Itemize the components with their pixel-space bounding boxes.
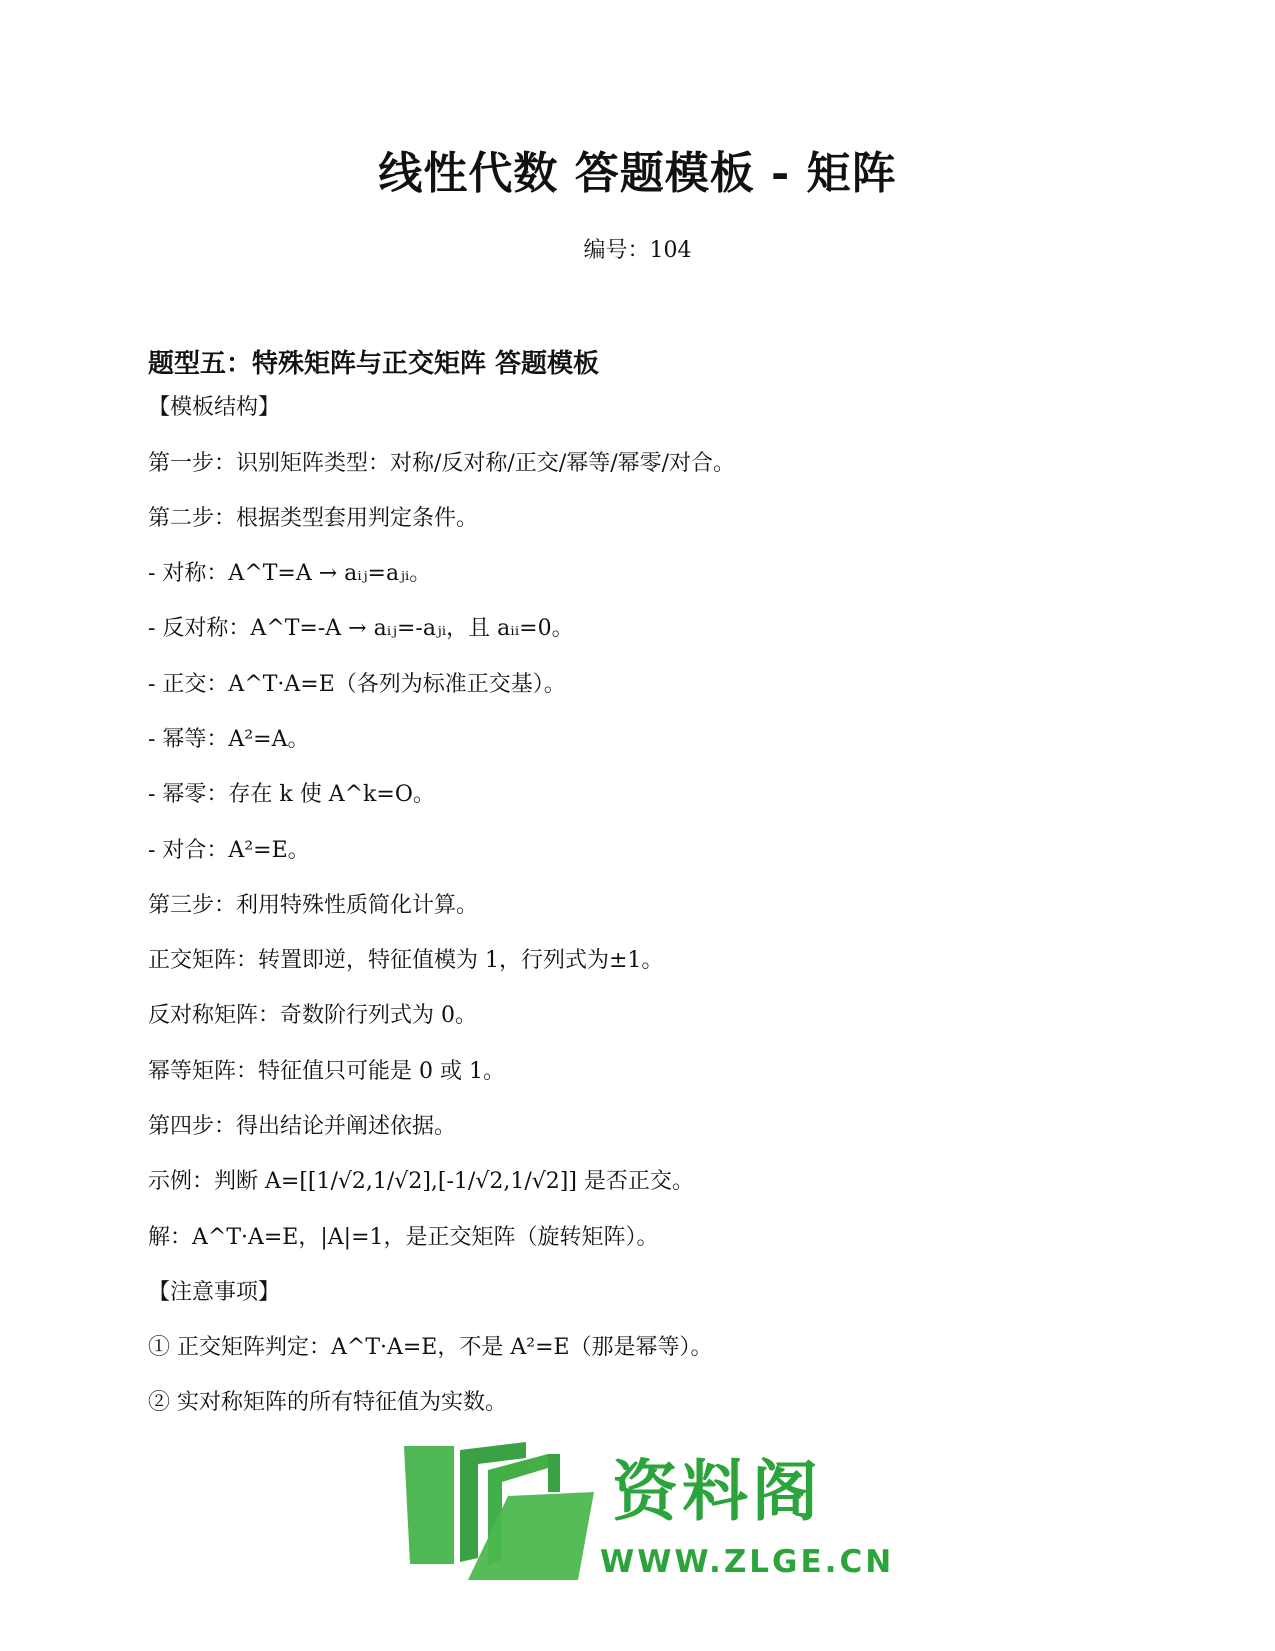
watermark-url: WWW.ZLGE.CN: [600, 1544, 895, 1580]
watermark-name: 资料阁: [612, 1453, 822, 1530]
rule-idempotent: - 幂等：A²=A。: [148, 727, 310, 752]
step-three: 第三步：利用特殊性质简化计算。: [148, 893, 479, 918]
example-solution: 解：A^T·A=E，|A|=1，是正交矩阵（旋转矩阵）。: [148, 1225, 659, 1250]
notes-label: 【注意事项】: [148, 1280, 281, 1305]
rule-nilpotent: - 幂零：存在 k 使 A^k=O。: [148, 782, 435, 807]
step-two: 第二步：根据类型套用判定条件。: [148, 506, 479, 531]
document-code: 编号：104: [583, 238, 692, 263]
note-two: ② 实对称矩阵的所有特征值为实数。: [148, 1390, 507, 1415]
rule-antisymmetric: - 反对称：A^T=-A → aᵢⱼ=-aⱼᵢ，且 aᵢᵢ=0。: [148, 616, 574, 641]
step-four: 第四步：得出结论并阐述依据。: [148, 1114, 457, 1139]
rule-orthogonal: - 正交：A^T·A=E（各列为标准正交基）。: [148, 672, 566, 697]
antisymmetric-properties: 反对称矩阵：奇数阶行列式为 0。: [148, 1003, 477, 1028]
idempotent-properties: 幂等矩阵：特征值只可能是 0 或 1。: [148, 1059, 505, 1084]
step-one: 第一步：识别矩阵类型：对称/反对称/正交/幂等/幂零/对合。: [148, 451, 736, 476]
note-one: ① 正交矩阵判定：A^T·A=E，不是 A²=E（那是幂等）。: [148, 1335, 713, 1360]
orthogonal-properties: 正交矩阵：转置即逆，特征值模为 1，行列式为±1。: [148, 948, 664, 973]
section-heading: 题型五：特殊矩阵与正交矩阵 答题模板: [148, 349, 600, 379]
document-title: 线性代数 答题模板 - 矩阵: [378, 148, 897, 199]
example-question: 示例：判断 A=[[1/√2,1/√2],[-1/√2,1/√2]] 是否正交。: [148, 1169, 694, 1194]
rule-symmetric: - 对称：A^T=A → aᵢⱼ=aⱼᵢ。: [148, 561, 432, 586]
rule-involutory: - 对合：A²=E。: [148, 838, 310, 863]
template-structure-label: 【模板结构】: [148, 395, 281, 420]
